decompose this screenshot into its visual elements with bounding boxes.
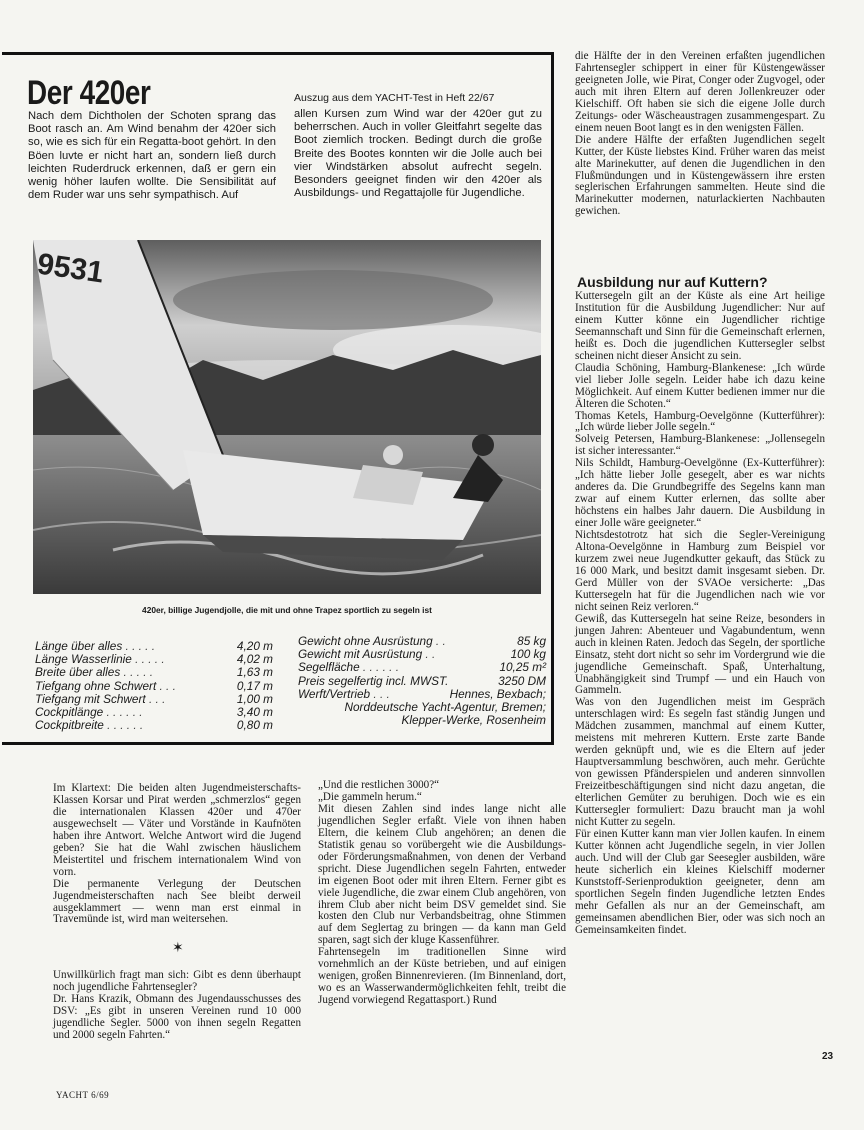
spec-row bbox=[298, 661, 546, 674]
paragraph: Was von den Jugendlichen meist im Gespräch unterschlagen wird: Es segeln fast ständig Jungen und Mädchen zusammen, manchmal auf einem Kutter, meistens mit mehreren Kuttern. Erste zarte Bande werden geknüpft und, wie es die Eltern auf jeder Hauptversammlung beschwören, auch mehr. Gerüchte von gewissen Pfänderspielen und anderen sinnvollen Freizeitbeschäftigungen sind nicht dazu angetan, die elterlichen Gemüter zu beruhigen. Doch wie es ein Kuttersegler formuliert: Dazu braucht man ja wohl nicht Kutter zu segeln. bbox=[575, 696, 825, 828]
paragraph: Mit diesen Zahlen sind indes lange nicht alle jugendlichen Segler erfaßt. Viele von ihnen haben Eltern, die keinem Club angehören; an denen die Statistik genau so vorübergeht wie die Ausbildungs- oder Förderungsmaßnahmen, von denen der Verband spricht. Diese Jugendlichen segeln Fahrten, entweder im eigenen Boot oder mit ihren Eltern. Ferner gibt es viele Jugendliche, die zwar einem Club angehören, von ihrem Club aber nicht beim DSV gemeldet sind. Sie kosten den Club nur Verbandsbeitrag, ohne Stimmen auf dem Seglertag zu bringen — da kann man Geld sparen, sagt sich der kluge Kassenführer. bbox=[318, 802, 566, 947]
spec-value: 0,80 m bbox=[236, 718, 273, 733]
spec-value: 4,02 m bbox=[236, 652, 273, 667]
paragraph: Fahrtensegeln im traditionellen Sinne wird vornehmlich an der Küste betrieben, und auf einigen wenigen, großen Binnenrevieren. (Im Binnenland, dort, wo es an Wasserwandermöglichkeiten fehlt, treibt die Jugend vorwiegend Regattasport.) Rund bbox=[318, 946, 566, 1007]
spec-dots: . . . bbox=[370, 686, 390, 701]
spec-label: Preis segelfertig incl. MWST. bbox=[298, 673, 449, 688]
column-3b bbox=[575, 291, 825, 936]
spec-row bbox=[298, 714, 546, 727]
spec-value: Norddeutsche Yacht-Agentur, Bremen; bbox=[344, 700, 546, 715]
paragraph: Dr. Hans Krazik, Obmann des Jugendausschusses des DSV: „Es gibt in unseren Vereinen rund 10 000 jugendliche Segler. 5000 von ihnen segeln Regatten und 2000 segeln Fahrten.“ bbox=[53, 992, 301, 1041]
spec-label: Breite über alles . . . . . bbox=[35, 665, 154, 680]
spec-label: Gewicht ohne Ausrüstung . . bbox=[298, 634, 446, 648]
section-star: ✶ bbox=[172, 941, 184, 956]
spec-dots: . . . bbox=[145, 691, 166, 706]
section-heading: Ausbildung nur auf Kuttern? bbox=[577, 274, 768, 290]
spec-label: Cockpitbreite . . . . . . bbox=[35, 718, 144, 733]
paragraph: Solveig Petersen, Hamburg-Blankenese: „Jollensegeln ist sicher interessanter.“ bbox=[575, 433, 825, 458]
spec-dots: . . bbox=[432, 634, 446, 648]
spec-dots: . . . bbox=[156, 678, 176, 693]
intro-right: allen Kursen zum Wind war der 420er gut zu beherrschen. Auch in voller Gleitfahrt segelte das Boot ziemlich trocken. Bedingt durch die große Breite des Bootes konnten wir die Jolle auch bei vier Windstärken absolut aufrecht segeln. Besonders geeignet finden wir den 420er als Ausbildungs- und Regattajolle für Jugendliche. bbox=[294, 108, 542, 200]
spec-value: 1,63 m bbox=[236, 665, 273, 680]
spec-label: Tiefgang ohne Schwert . . . bbox=[35, 678, 176, 693]
paragraph: Die andere Hälfte der erfaßten Jugendlichen segelt Kutter, der Küste liebstes Kind. Früher waren das meist alte Marinekutter, auf denen die Jugendlichen in den Flußmündungen und in Küstengewässern ihre ersten seglerischen Erfahrungen sammelten. Heute sind die Marinekutter modernen, naturlackierten Nachbauten gewichen. bbox=[575, 133, 825, 218]
page-number: 23 bbox=[822, 1051, 834, 1062]
spec-dots: . . bbox=[422, 647, 436, 662]
paragraph: Thomas Ketels, Hamburg-Oevelgönne (Kutterführer): „Ich würde lieber Jolle segeln.“ bbox=[575, 409, 825, 434]
specs-right bbox=[298, 635, 546, 727]
spec-value: Hennes, Bexbach; bbox=[449, 686, 546, 701]
spec-dots: . . . . . bbox=[122, 639, 156, 653]
sailing-photo bbox=[33, 240, 541, 594]
paragraph: Für einen Kutter kann man vier Jollen kaufen. In einem Kutter können acht Jugendliche segeln, in vier Jollen auch. Und will der Club gar Seesegler ausbilden, wäre heute sicherlich ein kleines Kielschiff moderner Kunststoff-Serienproduktion geeigneter, denn am sportlichen Segeln finden Jugendliche letzten Endes mehr Gefallen als nur an der Gemeinschaft, am gemeinsamen abendlichen Bier, oder was sich noch an Gemeinsamkeiten findet. bbox=[575, 827, 825, 936]
paragraph: Nils Schildt, Hamburg-Oevelgönne (Ex-Kutterführer): „Ich hätte lieber Jolle gesegelt, aber es war nichts anderes da. Die Grundbegriffe des Segelns kann man zwar auf einem Kutter erlernen, das sollte aber höchstens ein halbes Jahr dauern. Die Ausbildung in einer Jolle wäre geeigneter.“ bbox=[575, 457, 825, 530]
spec-label: Tiefgang mit Schwert . . . bbox=[35, 691, 166, 706]
column-2 bbox=[318, 780, 566, 1007]
paragraph: Kuttersegeln gilt an der Küste als eine Art heilige Institution für die Ausbildung Jugendlicher: Nur auf einem Kutter könne ein Jugendlicher richtige Seemannschaft und Sinn für die Gemeinschaft erlernen, heißt es. Doch die jugendlichen Kuttersegler selbst scheinen nicht dieser Ansicht zu sein. bbox=[575, 290, 825, 362]
paragraph: Die permanente Verlegung der Deutschen Jugendmeisterschaften nach See bleibt derweil ausgeklammert — wenn man erst einmal in Travemünde ist, wird man weitersehen. bbox=[53, 877, 301, 926]
paragraph: „Und die restlichen 3000?“ bbox=[318, 779, 440, 791]
spec-dots: . . . . . bbox=[120, 665, 154, 680]
sailing-photo-drawing bbox=[33, 240, 541, 594]
paragraph: Im Klartext: Die beiden alten Jugendmeisterschafts-Klassen Korsar und Pirat werden „schmerzlos“ gegen die internationalen Klassen 420er und 470er ausgewechselt — Väter und Vorstände in Kaufnöten haben ihre Antwort. Welche Antwort wird die Jugend geben? Sie hat die Wahl zwischen häuslichem Meistertitel und frischem internationalem Wind von vorn. bbox=[53, 782, 301, 878]
spec-value: 3250 DM bbox=[498, 673, 546, 688]
spec-value: 85 kg bbox=[517, 634, 546, 648]
paragraph: Claudia Schöning, Hamburg-Blankenese: „Ich würde viel lieber Jolle segeln. Leider habe ich dazu keine Möglichkeit. Auf einem Kutter bedienen immer nur die Älteren die Schoten.“ bbox=[575, 361, 825, 410]
paragraph: „Die gammeln herum.“ bbox=[318, 790, 422, 803]
spec-dots: . . . . . . bbox=[103, 705, 143, 720]
paragraph: die Hälfte der in den Vereinen erfaßten jugendlichen Fahrtensegler schippert in einer für Küstengewässer geeigneten Jolle, wie Pirat, Conger oder Zugvogel, oder auch mit ihren Eltern auf deren Jollenkreuzer oder Kielschiff. Oft haben sie sich die eigene Jolle durch Zeitungs- oder Wäscheaustragen zusammengespart. Zu einem neuen Boot langt es in den wenigsten Fällen. bbox=[575, 50, 825, 134]
spec-value: 1,00 m bbox=[236, 691, 273, 706]
photo-caption: 420er, billige Jugendjolle, die mit und ohne Trapez sportlich zu segeln ist bbox=[142, 605, 432, 615]
article-subtitle: Auszug aus dem YACHT-Test in Heft 22/67 bbox=[294, 92, 495, 104]
spec-value: 100 kg bbox=[510, 647, 546, 662]
spec-label: Länge über alles . . . . . bbox=[35, 639, 156, 653]
spec-row bbox=[35, 666, 273, 679]
spec-label: Segelfläche . . . . . . bbox=[298, 660, 399, 675]
spec-dots: . . . . . . bbox=[103, 718, 144, 733]
spec-label: Cockpitlänge . . . . . . bbox=[35, 705, 143, 720]
intro-left: Nach dem Dichtholen der Schoten sprang das Boot rasch an. Am Wind benahm der 420er sich so, wie es sich für ein Regatta-boot gehört. In den Böen luvte er nicht hart an, sondern ließ durch leichten Ruderdruck erkennen, daß er gern ein wenig höher laufen wollte. Die Sensibilität auf dem Ruder war uns sehr sympathisch. Auf bbox=[28, 110, 276, 202]
paragraph: Nichtsdestotrotz hat sich die Segler-Vereinigung Altona-Oevelgönne in Hamburg zum Beispiel vor kurzem zwei neue Jugendkutter gekauft, das Stück zu 16 000 Mark, und besitzt damit insgesamt sieben. Dr. Gerd Müller von der SVAOe versicherte: „Das Kuttersegeln hat für die Jugendlichen nach wie vor nicht seinen Reiz verloren.“ bbox=[575, 529, 825, 613]
magazine-footer: YACHT 6/69 bbox=[56, 1090, 110, 1100]
sail-number: 9531 bbox=[35, 247, 106, 290]
column-3a bbox=[575, 51, 825, 218]
spec-value: Klepper-Werke, Rosenheim bbox=[401, 713, 546, 728]
spec-dots: . . . . . bbox=[131, 652, 165, 667]
column-1 bbox=[53, 783, 301, 926]
paragraph: Gewiß, das Kuttersegeln hat seine Reize, besonders in jungen Jahren: Abenteuer und Vagabundentum, wenn auch in kleinen Raten. Jedoch das Segeln, der sportliche Einsatz, steht dort nicht so sehr im Vordergrund wie die jugendliche Gemeinschaft. Spaß, Unterhaltung, Unabhängigkeit sind Trumpf — und ein Hauch von Gammeln. bbox=[575, 612, 825, 697]
spec-row bbox=[298, 675, 546, 688]
spec-label: Gewicht mit Ausrüstung . . bbox=[298, 647, 436, 662]
spec-label: Länge Wasserlinie . . . . . bbox=[35, 652, 165, 667]
spec-value: 4,20 m bbox=[236, 639, 273, 653]
spec-value: 10,25 m² bbox=[499, 660, 546, 675]
spec-value: 0,17 m bbox=[236, 678, 273, 693]
spec-value: 3,40 m bbox=[236, 705, 273, 720]
column-1b bbox=[53, 970, 301, 1042]
paragraph: Unwillkürlich fragt man sich: Gibt es denn überhaupt noch jugendliche Fahrtensegler? bbox=[53, 969, 301, 993]
spec-dots: . . . . . . bbox=[359, 660, 399, 675]
article-title: Der 420er bbox=[27, 74, 151, 112]
spec-row bbox=[35, 719, 273, 732]
specs-left bbox=[35, 640, 273, 732]
spec-label: Werft/Vertrieb . . . bbox=[298, 686, 390, 701]
